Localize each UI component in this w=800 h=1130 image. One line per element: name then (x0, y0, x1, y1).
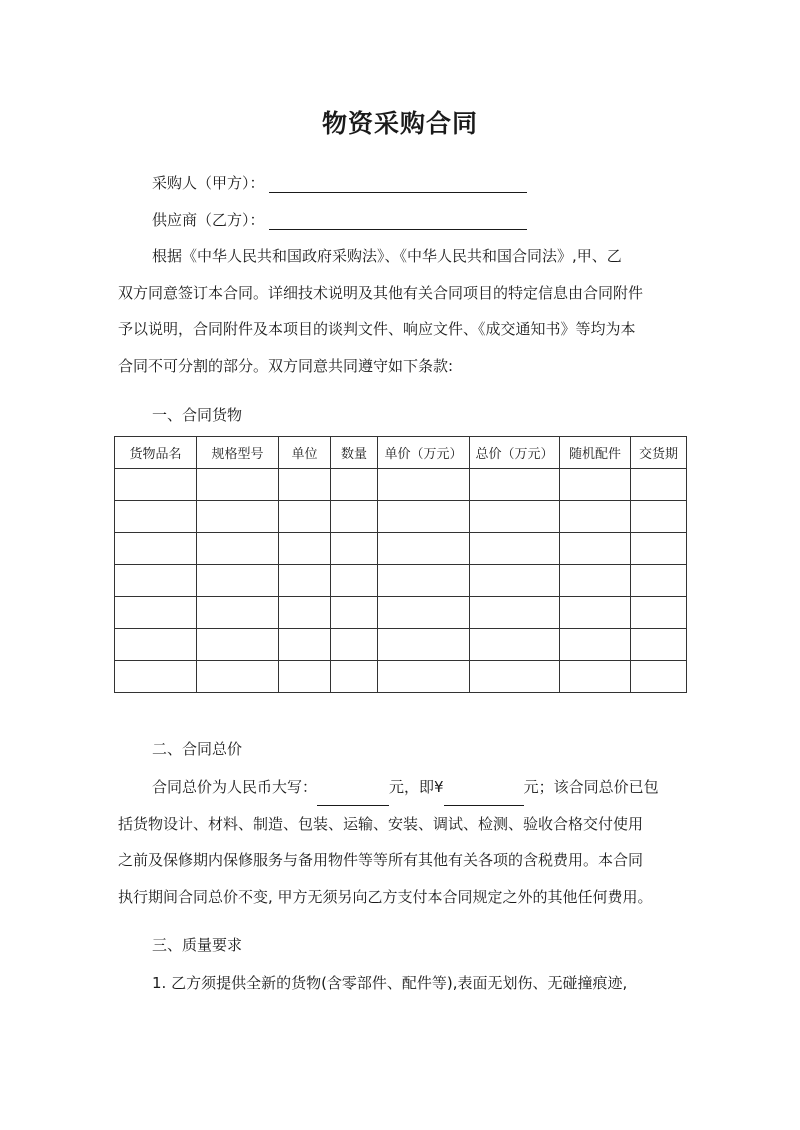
table-cell (560, 597, 631, 629)
table-cell (560, 533, 631, 565)
table-cell (378, 533, 470, 565)
table-cell (279, 565, 331, 597)
table-cell (470, 565, 560, 597)
table-cell (331, 501, 378, 533)
table-cell (470, 597, 560, 629)
table-cell (631, 597, 687, 629)
table-cell (279, 661, 331, 693)
table-cell (279, 533, 331, 565)
table-cell (279, 469, 331, 501)
column-header: 随机配件 (560, 437, 631, 469)
table-row (115, 661, 687, 693)
column-header: 货物品名 (115, 437, 197, 469)
intro-line: 根据《中华人民共和国政府采购法》、《中华人民共和国合同法》,甲、乙 (152, 247, 622, 265)
table-cell (197, 501, 279, 533)
table-cell (115, 565, 197, 597)
buyer-label: 采购人（甲方）： (152, 174, 265, 192)
table-cell (197, 533, 279, 565)
clause-item: 1. 乙方须提供全新的货物(含零部件、配件等),表面无划伤、无碰撞痕迹, (152, 974, 628, 992)
price-line (118, 769, 686, 806)
table-cell (197, 661, 279, 693)
table-cell (197, 629, 279, 661)
column-header: 交货期 (631, 437, 687, 469)
price-prefix: 合同总价为人民币大写： (152, 778, 318, 796)
table-cell (378, 629, 470, 661)
table-cell (631, 629, 687, 661)
table-cell (331, 629, 378, 661)
table-cell (115, 533, 197, 565)
table-cell (197, 469, 279, 501)
table-cell (331, 597, 378, 629)
intro-line: 双方同意签订本合同。详细技术说明及其他有关合同项目的特定信息由合同附件 (118, 283, 644, 302)
table-cell (560, 565, 631, 597)
table-cell (560, 661, 631, 693)
supplier-line (118, 209, 686, 230)
table-cell (331, 565, 378, 597)
table-cell (631, 469, 687, 501)
table-row (115, 629, 687, 661)
table-cell (115, 629, 197, 661)
price-line: 括货物设计、材料、制造、包装、运输、安装、调试、检测、验收合格交付使用 (118, 814, 644, 833)
supplier-blank (269, 215, 527, 230)
table-cell (631, 501, 687, 533)
price-suffix: 元；该合同总价已包 (523, 778, 659, 796)
table-cell (115, 597, 197, 629)
table-cell (115, 501, 197, 533)
table-cell (197, 597, 279, 629)
table-row (115, 565, 687, 597)
table-row (115, 469, 687, 501)
table-cell (115, 469, 197, 501)
table-row (115, 597, 687, 629)
table-cell (331, 469, 378, 501)
section-heading: 一、合同货物 (152, 406, 243, 424)
table-cell (115, 661, 197, 693)
price-yuan: 元，即¥ (389, 778, 444, 796)
table-cell (378, 597, 470, 629)
table-cell (378, 565, 470, 597)
table-cell (378, 469, 470, 501)
intro-line: 予以说明，合同附件及本项目的谈判文件、响应文件、《成交通知书》等均为本 (118, 320, 636, 338)
intro-paragraph (118, 238, 686, 384)
table-cell (331, 533, 378, 565)
table-cell (378, 501, 470, 533)
column-header: 单位 (279, 437, 331, 469)
table-cell (470, 629, 560, 661)
section-heading: 三、质量要求 (152, 936, 243, 954)
table-cell (470, 501, 560, 533)
section-heading: 二、合同总价 (152, 740, 243, 758)
table-row (115, 501, 687, 533)
table-header-row (115, 437, 687, 469)
price-line: 之前及保修期内保修服务与备用物件等等所有其他有关各项的含税费用。本合同 (118, 851, 644, 869)
column-header: 规格型号 (197, 437, 279, 469)
table-cell (279, 597, 331, 629)
buyer-line (118, 172, 686, 193)
price-line: 执行期间合同总价不变, 甲方无须另向乙方支付本合同规定之外的其他任何费用。 (118, 887, 653, 906)
table-cell (470, 661, 560, 693)
document-title: 物资采购合同 (321, 109, 478, 138)
table-cell (470, 469, 560, 501)
table-cell (279, 629, 331, 661)
table-cell (560, 469, 631, 501)
table-cell (631, 661, 687, 693)
table-cell (331, 661, 378, 693)
column-header: 数量 (331, 437, 378, 469)
table-cell (197, 565, 279, 597)
table-cell (470, 533, 560, 565)
supplier-label: 供应商（乙方）： (152, 211, 265, 229)
goods-table (114, 436, 687, 693)
column-header: 总价（万元） (470, 437, 560, 469)
table-cell (279, 501, 331, 533)
table-cell (560, 501, 631, 533)
table-row (115, 533, 687, 565)
price-paragraph (118, 769, 686, 915)
column-header: 单价（万元） (378, 437, 470, 469)
table-cell (631, 565, 687, 597)
table-cell (631, 533, 687, 565)
table-cell (378, 661, 470, 693)
amount-number-blank (444, 791, 524, 806)
intro-line: 合同不可分割的部分。双方同意共同遵守如下条款: (118, 356, 454, 375)
buyer-blank (269, 178, 527, 193)
table-cell (560, 629, 631, 661)
amount-words-blank (317, 791, 389, 806)
